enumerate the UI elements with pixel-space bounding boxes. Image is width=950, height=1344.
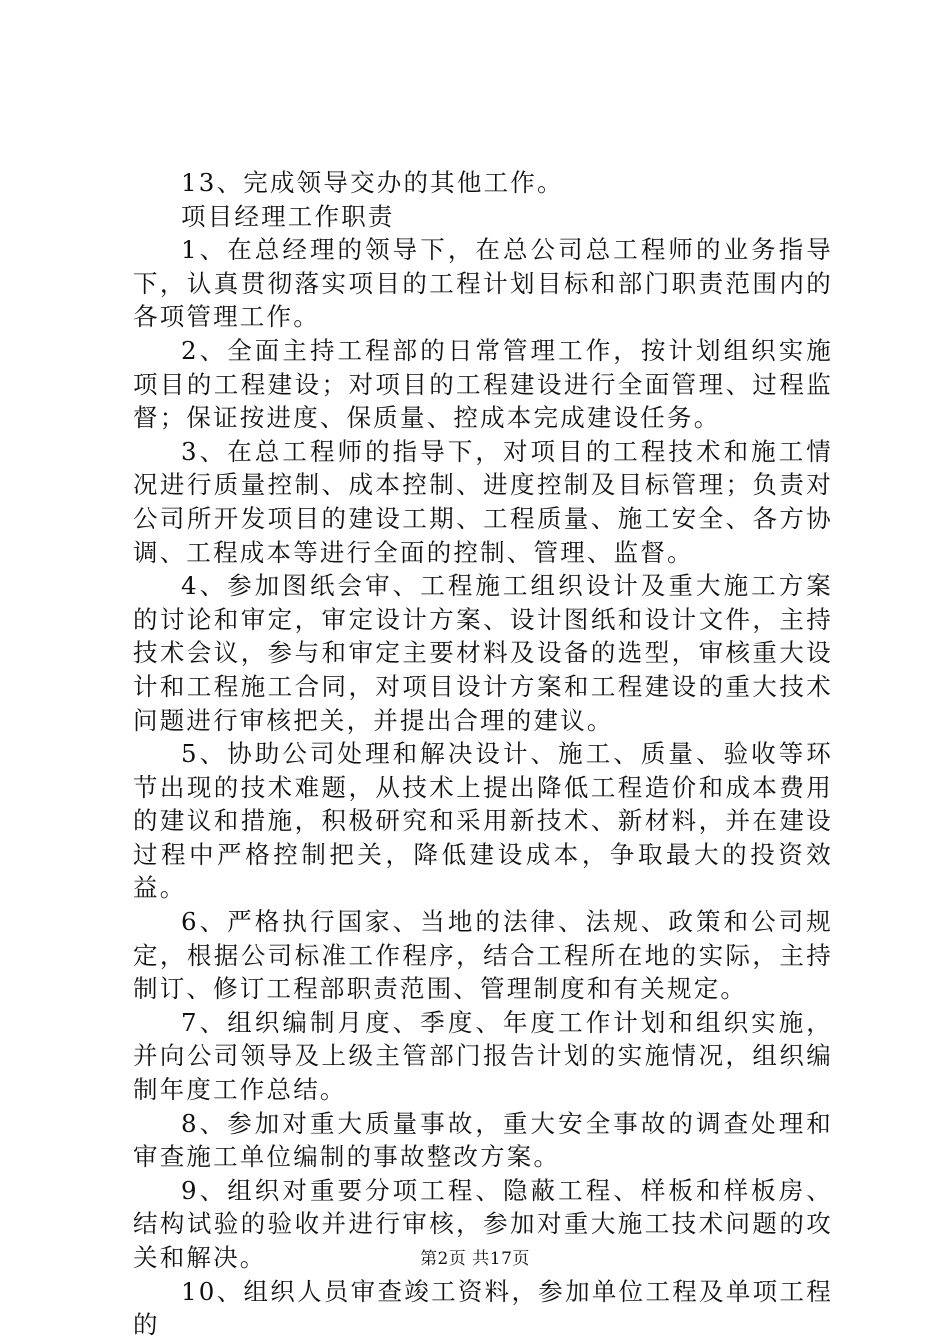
section-heading: 项目经理工作职责 bbox=[181, 201, 395, 231]
paragraph-4: 4、参加图纸会审、工程施工组织设计及重大施工方案的讨论和审定，审定设计方案、设计图纸和设计文件，主持技术会议，参与和审定主要材料及设备的选型，审核重大设计和工程施工合同，对项目设计方案和工程建设的重大技术问题进行审核把关，并提出合理的建议。 bbox=[133, 571, 833, 735]
paragraph-13-other-work: 13、完成领导交办的其他工作。 bbox=[181, 168, 564, 197]
paragraph-1: 1、在总经理的领导下，在总公司总工程师的业务指导下，认真贯彻落实项目的工程计划目标和部门职责范围内的各项管理工作。 bbox=[133, 235, 833, 332]
document-body bbox=[133, 166, 833, 1342]
paragraph-8: 8、参加对重大质量事故，重大安全事故的调查处理和审查施工单位编制的事故整改方案。 bbox=[133, 1108, 833, 1172]
paragraph-3: 3、在总工程师的指导下，对项目的工程技术和施工情况进行质量控制、成本控制、进度控制及目标管理；负责对公司所开发项目的建设工期、工程质量、施工安全、各方协调、工程成本等进行全面的控制、管理、监督。 bbox=[133, 436, 833, 567]
page-number-footer: 第2页 共17页 bbox=[420, 1249, 530, 1269]
paragraph-9: 9、组织对重要分项工程、隐蔽工程、样板和样板房、结构试验的验收并进行审核，参加对重大施工技术问题的攻关和解决。 bbox=[133, 1175, 833, 1272]
paragraph-2: 2、全面主持工程部的日常管理工作，按计划组织实施项目的工程建设；对项目的工程建设进行全面管理、过程监督；保证按进度、保质量、控成本完成建设任务。 bbox=[133, 335, 833, 433]
paragraph-5: 5、协助公司处理和解决设计、施工、质量、验收等环节出现的技术难题，从技术上提出降低工程造价和成本费用的建议和措施，积极研究和采用新技术、新材料，并在建设过程中严格控制把关，降低建设成本，争取最大的投资效益。 bbox=[133, 739, 833, 903]
paragraph-6: 6、严格执行国家、当地的法律、法规、政策和公司规定，根据公司标准工作程序，结合工程所在地的实际，主持制订、修订工程部职责范围、管理制度和有关规定。 bbox=[133, 907, 833, 1004]
paragraph-10: 10、组织人员审查竣工资料，参加单位工程及单项工程的 bbox=[133, 1276, 833, 1340]
paragraph-7: 7、组织编制月度、季度、年度工作计划和组织实施，并向公司领导及上级主管部门报告计划的实施情况，组织编制年度工作总结。 bbox=[133, 1007, 833, 1105]
